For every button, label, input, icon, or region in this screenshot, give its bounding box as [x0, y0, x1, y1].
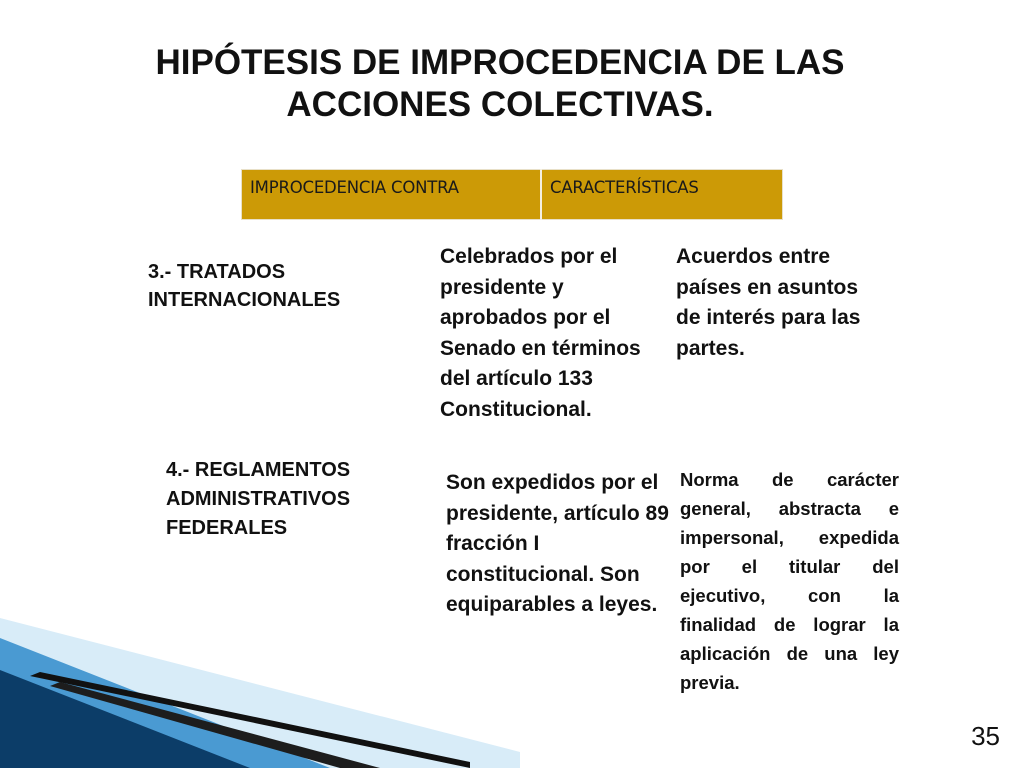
table-header-improcedencia: IMPROCEDENCIA CONTRA	[241, 169, 541, 220]
table-header-caracteristicas: CARACTERÍSTICAS	[541, 169, 783, 220]
page-number: 35	[971, 721, 1000, 751]
table-header-divider	[540, 169, 542, 220]
decorative-swoosh	[0, 600, 520, 768]
row-detail-reglamentos: Son expedidos por el presidente, artículo 89 fracción I constitucional. Son equiparables a leyes.	[446, 471, 669, 616]
row-characteristics-reglamentos: Norma de carácter general, abstracta e impersonal, expedida por el titular del ejecutivo, con la finalidad de lograr la aplicación de una ley previa.	[680, 469, 899, 693]
slide-title: HIPÓTESIS DE IMPROCEDENCIA DE LAS ACCIONES COLECTIVAS.	[155, 43, 845, 124]
row-label-tratados: 3.- TRATADOS INTERNACIONALES	[148, 261, 341, 311]
row-label-reglamentos: 4.- REGLAMENTOS ADMINISTRATIVOS FEDERALES	[166, 459, 351, 539]
row-characteristics-tratados: Acuerdos entre países en asuntos de interés para las partes.	[676, 245, 861, 360]
row-detail-tratados: Celebrados por el presidente y aprobados por el Senado en términos del artículo 133 Constitucional.	[440, 245, 641, 421]
